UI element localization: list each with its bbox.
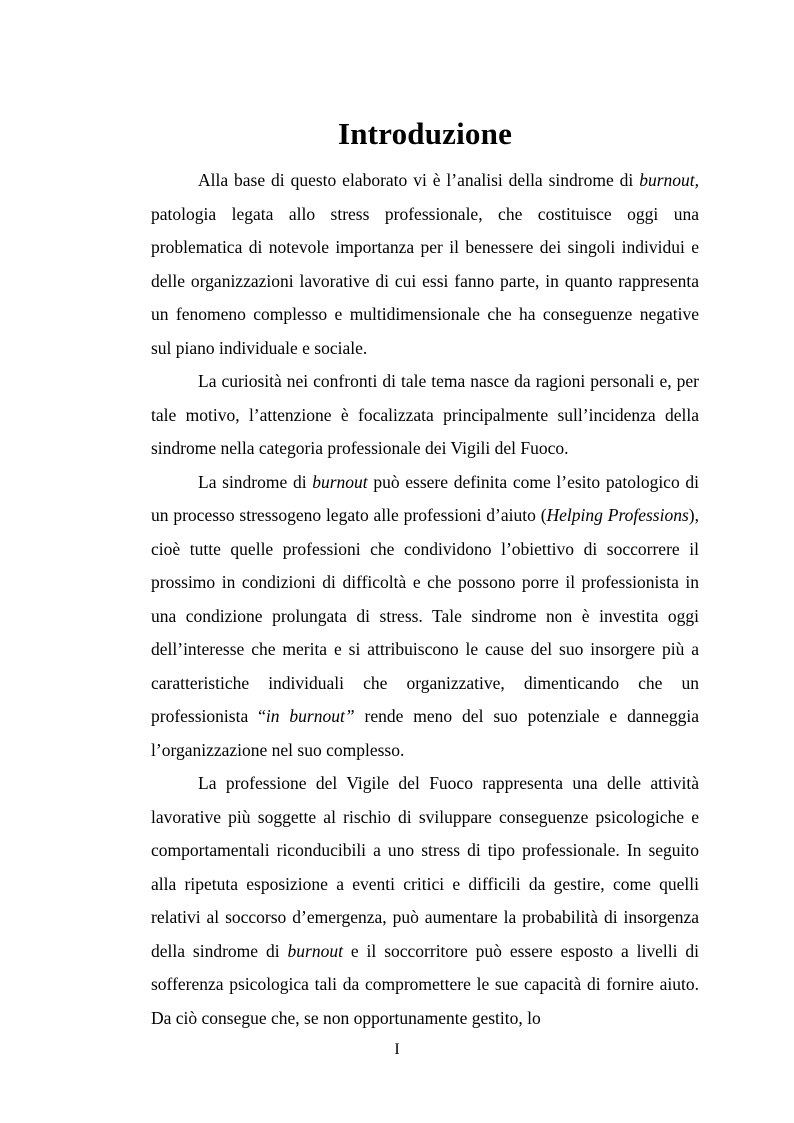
italic-text: burnout — [287, 940, 343, 961]
text-run: La curiosità nei confronti di tale tema nasce da ragioni personali e, per tale motivo, l’attenzione è focalizzata principalmente sull’incidenza della sindrome nella categoria professionale dei Vigili del Fuoco. — [151, 371, 699, 458]
text-run: e il soccorritore può essere esposto a livelli di sofferenza psicologica tali da compromettere le sue capacità di fornire aiuto. Da ciò consegue che, se non opportunamente gestito, lo — [151, 940, 699, 1028]
text-run: La professione del Vigile del Fuoco rappresenta una delle attività lavorative più soggette al rischio di sviluppare conseguenze psicologiche e comportamentali riconducibili a uno stress di tipo professionale. In seguito alla ripetuta esposizione a eventi critici e difficili da gestire, come quelli relativi al soccorso d’emergenza, può aumentare la probabilità di insorgenza della sindrome di — [151, 773, 699, 961]
italic-text: in burnout” — [265, 706, 355, 726]
italic-text: burnout, — [639, 170, 699, 190]
text-run: rende meno del suo potenziale e danneggia l’organizzazione nel suo complesso. — [151, 706, 699, 760]
paragraph — [151, 164, 699, 365]
body-text — [151, 164, 699, 1035]
paragraph — [151, 466, 699, 768]
paragraph — [151, 767, 699, 1035]
document-page — [151, 112, 699, 1035]
page-title: Introduzione — [337, 116, 513, 151]
text-run: La sindrome di — [198, 471, 313, 492]
paragraph — [151, 365, 699, 466]
page-number: I — [394, 1041, 400, 1058]
text-run: Alla base di questo elaborato vi è l’analisi della sindrome di — [198, 170, 640, 190]
italic-text: Helping Professions — [546, 505, 689, 525]
text-run: può essere definita come l’esito patologico di un processo stressogeno legato alle professioni d’aiuto ( — [151, 471, 699, 525]
text-run: patologia legata allo stress professionale, che costituisce oggi una problematica di notevole importanza per il benessere dei singoli individui e delle organizzazioni lavorative di cui essi fanno parte, in quanto rappresenta un fenomeno complesso e multidimensionale che ha conseguenze negative sul piano individuale e sociale. — [151, 203, 699, 358]
italic-text: burnout — [312, 471, 368, 492]
text-run: ), cioè tutte quelle professioni che condividono l’obiettivo di soccorrere il prossimo in condizioni di difficoltà e che possono porre il professionista in una condizione prolungata di stress. Tale sindrome non è investita oggi dell’interesse che merita e si attribuiscono le cause del suo insorgere più a caratteristiche individuali che organizzative, dimenticando che un professionista “ — [151, 505, 699, 726]
